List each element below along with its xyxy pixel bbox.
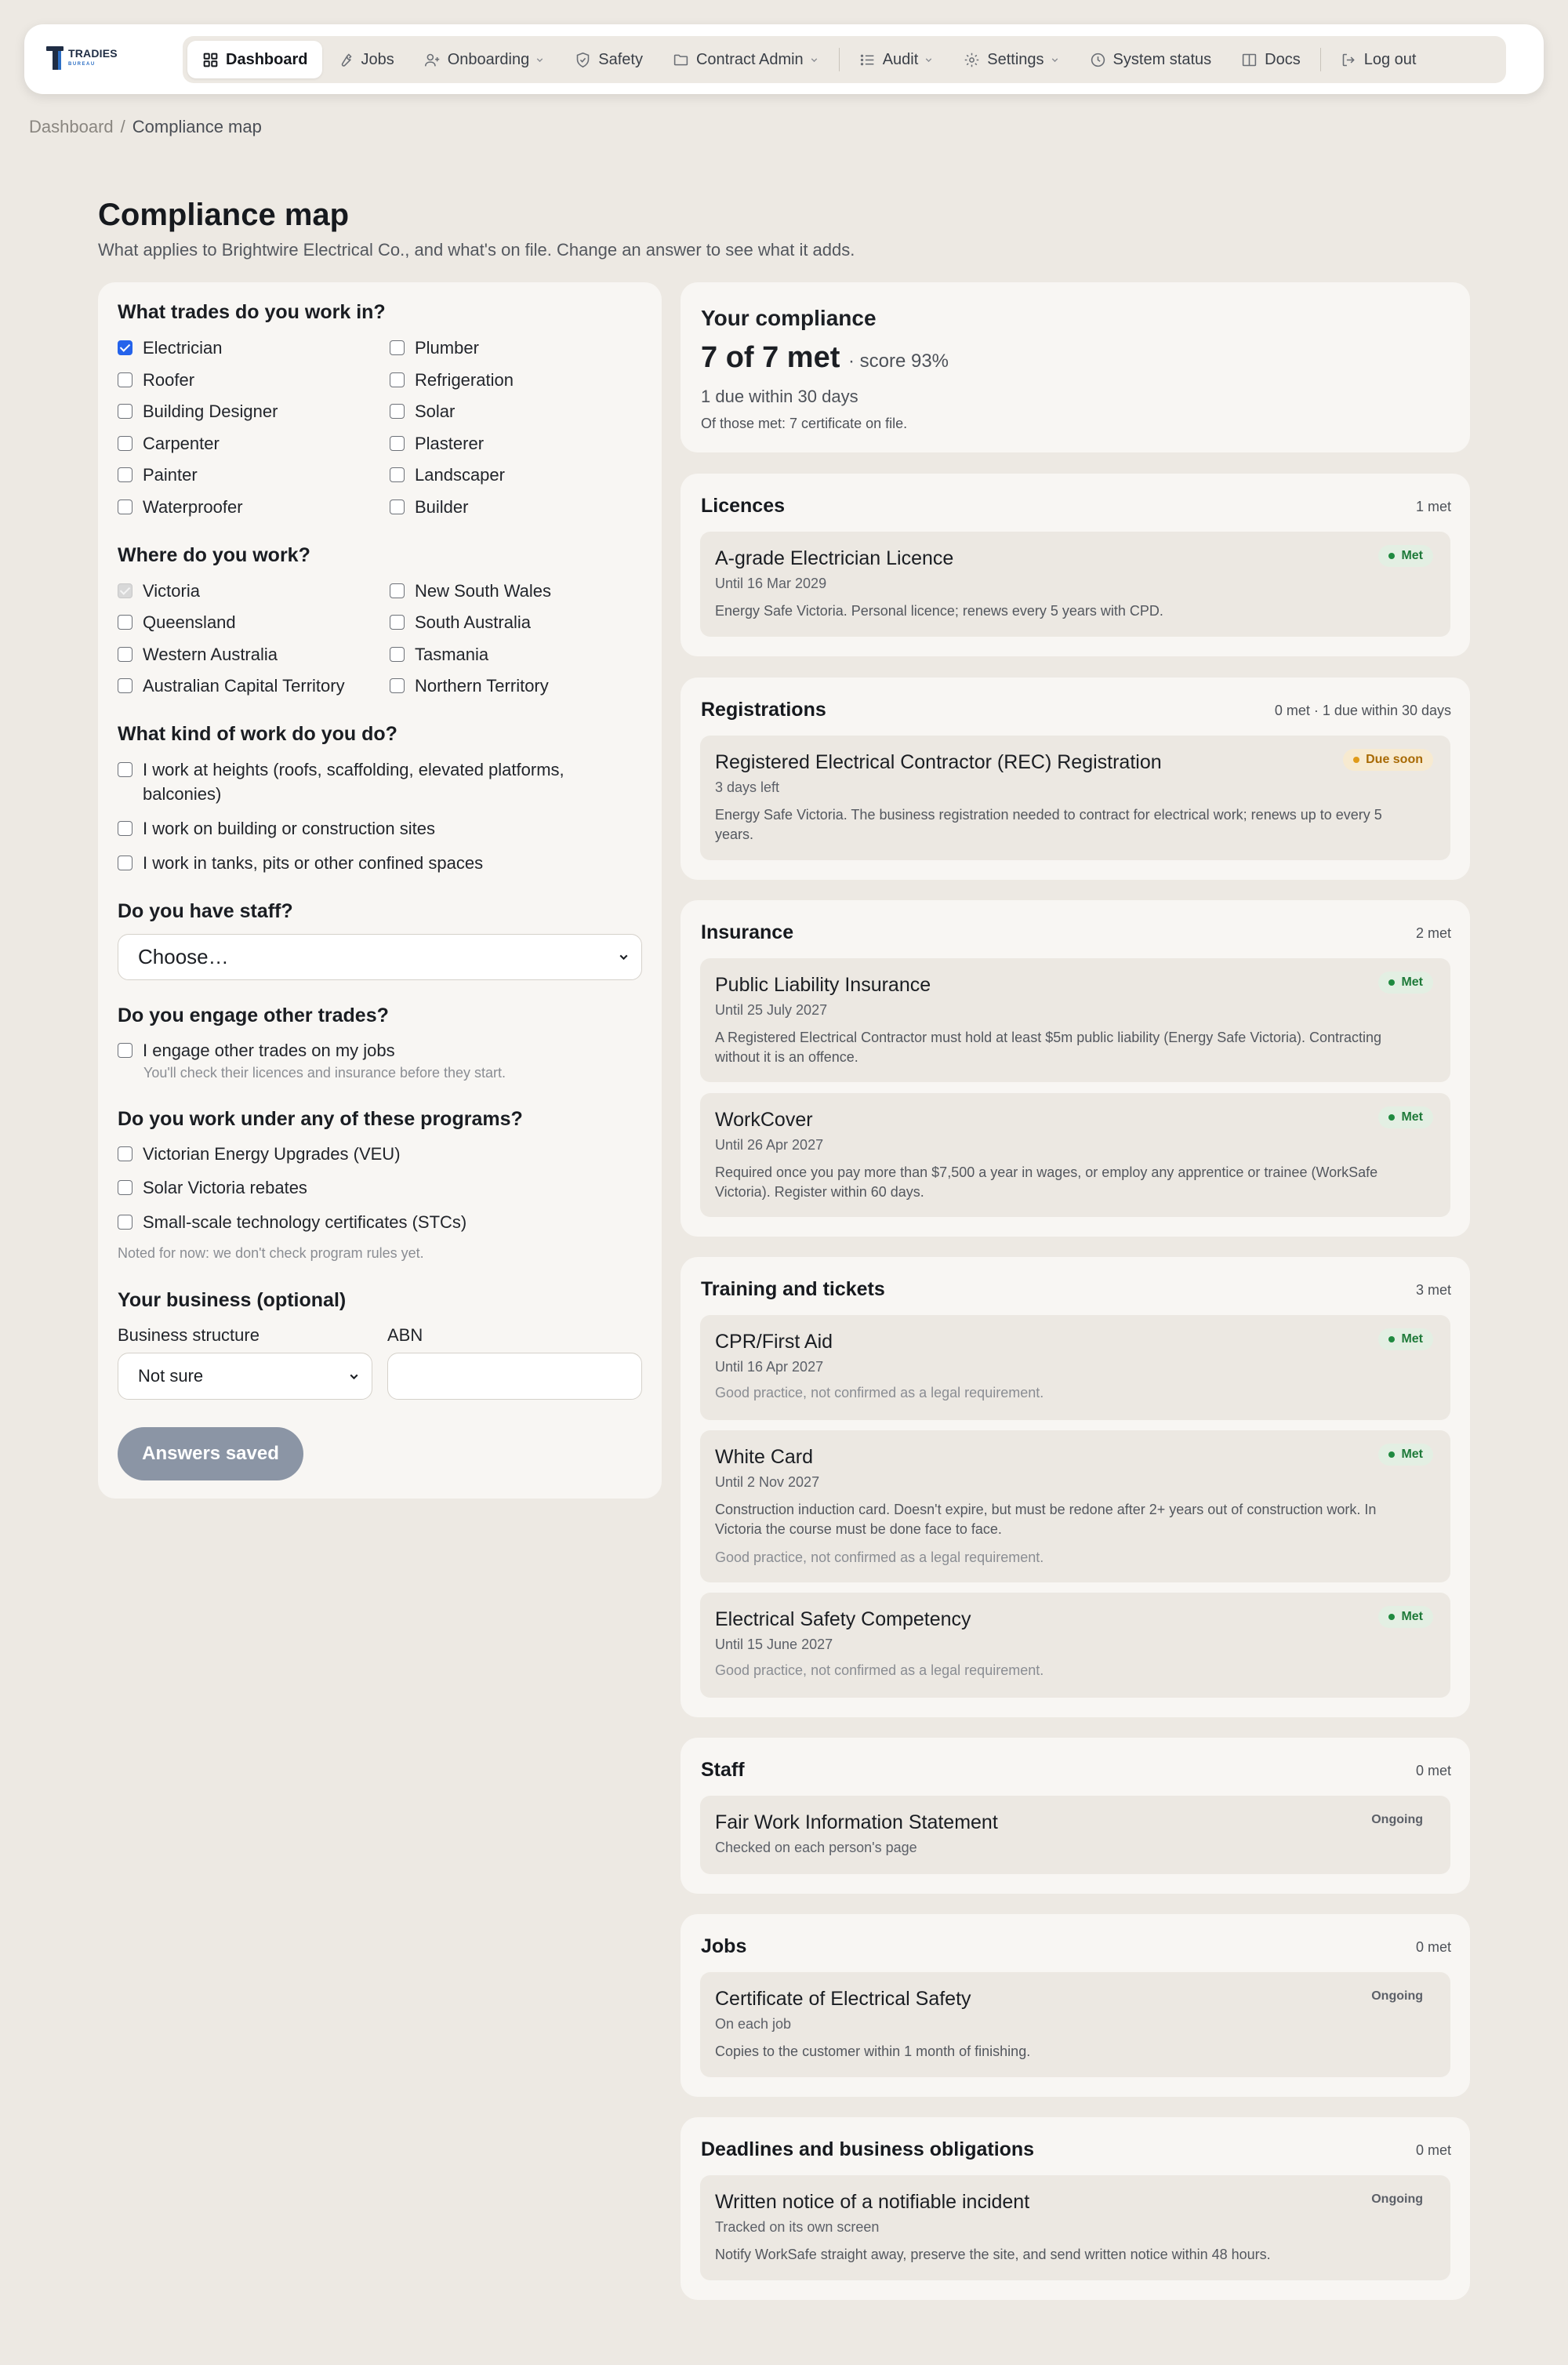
requirement-item[interactable] (700, 736, 1450, 860)
checkbox[interactable] (118, 467, 132, 482)
region-option[interactable] (118, 610, 236, 634)
requirement-date: On each job (715, 2016, 792, 2032)
requirement-name: Fair Work Information Statement (715, 1811, 998, 1833)
option-label: Painter (143, 465, 198, 485)
checkbox[interactable] (390, 436, 405, 451)
status-dot (1388, 553, 1395, 559)
requirement-item[interactable] (700, 532, 1450, 637)
checkbox[interactable] (118, 762, 132, 777)
requirement-date: Until 16 Mar 2029 (715, 576, 827, 591)
option-label: Small-scale technology certificates (STCs) (143, 1212, 467, 1232)
checkbox[interactable] (118, 1215, 132, 1230)
section-count: 1 met (1415, 499, 1451, 514)
trade-option[interactable] (390, 495, 468, 519)
requirement-name: A-grade Electrician Licence (715, 547, 954, 569)
nav-system-status[interactable] (1075, 41, 1227, 78)
logo-mark-icon (46, 46, 64, 70)
nav-contract-admin-label: Contract Admin (695, 50, 804, 68)
section-count: 0 met (1415, 1939, 1451, 1955)
nav-dashboard[interactable] (187, 41, 322, 78)
requirement-date: Checked on each person's page (715, 1840, 917, 1855)
regions-question: Where do you work? (118, 544, 310, 566)
option-label: Builder (415, 497, 469, 517)
option-label: I engage other trades on my jobs (143, 1041, 395, 1060)
region-option[interactable] (118, 674, 345, 698)
requirement-name: CPR/First Aid (715, 1331, 833, 1353)
option-label: Solar (415, 401, 456, 421)
requirement-name: Public Liability Insurance (715, 974, 931, 996)
section-count: 0 met (1415, 1763, 1451, 1778)
trade-option[interactable] (390, 399, 455, 423)
answers-form (98, 282, 662, 1499)
section-count: 2 met (1415, 925, 1451, 941)
region-option[interactable] (390, 579, 551, 603)
option-label: Carpenter (143, 434, 220, 453)
region-option[interactable] (118, 642, 278, 667)
status-dot (1388, 1451, 1395, 1458)
nav-docs-label: Docs (1265, 50, 1301, 68)
checkbox[interactable] (118, 1180, 132, 1195)
trade-option[interactable] (390, 368, 514, 392)
answers-saved-button[interactable]: Answers saved (118, 1427, 303, 1480)
requirement-date: 3 days left (715, 779, 780, 795)
status-badge (1378, 1328, 1433, 1350)
requirement-date: Until 16 Apr 2027 (715, 1359, 824, 1375)
brand-name: TRADIES (68, 47, 118, 60)
checkbox[interactable] (118, 821, 132, 836)
nav-dashboard-label: Dashboard (226, 50, 308, 68)
checkbox[interactable] (390, 404, 405, 419)
option-label: Solar Victoria rebates (143, 1178, 307, 1197)
chevron-down-icon (347, 1370, 361, 1383)
compliance-summary-card (681, 282, 1470, 452)
breadcrumb-separator: / (120, 117, 125, 136)
book-icon (1241, 52, 1258, 68)
nav-audit[interactable] (844, 41, 949, 78)
checkbox[interactable] (118, 647, 132, 662)
option-label: Queensland (143, 612, 236, 632)
trade-option[interactable] (118, 431, 220, 456)
trade-option[interactable] (118, 336, 222, 360)
option-label: Building Designer (143, 401, 278, 421)
requirement-date: Until 2 Nov 2027 (715, 1474, 820, 1490)
other-trades-question: Do you engage other trades? (118, 1004, 389, 1026)
chevron-down-icon (617, 950, 630, 964)
section-title: Registrations (701, 699, 826, 721)
business-structure-value: Not sure (138, 1366, 204, 1386)
requirement-description: A Registered Electrical Contractor must hold at least $5m public liability (Energy Safe Victoria). Contracting without it is an offence. (715, 1030, 1382, 1065)
nav-menu (183, 36, 1506, 83)
business-structure-label: Business structure (118, 1325, 260, 1345)
nav-divider (1320, 48, 1321, 71)
checkbox[interactable] (118, 615, 132, 630)
nav-divider (839, 48, 840, 71)
requirement-description: Energy Safe Victoria. The business registration needed to contract for electrical work; renews up to every 5 years. (715, 807, 1382, 842)
option-label: Tasmania (415, 645, 489, 664)
program-option[interactable] (118, 1142, 401, 1166)
chevron-down-icon (924, 55, 934, 65)
breadcrumb-current: Compliance map (132, 117, 262, 136)
status-dot (1388, 979, 1395, 986)
option-label: Waterproofer (143, 497, 243, 517)
option-label: New South Wales (415, 581, 552, 601)
trade-option[interactable] (390, 336, 479, 360)
checkbox[interactable] (118, 404, 132, 419)
status-badge (1378, 545, 1433, 567)
requirement-item[interactable] (700, 1315, 1450, 1420)
staff-select[interactable] (118, 934, 642, 980)
option-label: Landscaper (415, 465, 505, 485)
requirement-description: Copies to the customer within 1 month of finishing. (715, 2043, 1031, 2059)
section-staff (681, 1738, 1470, 1894)
option-label: Refrigeration (415, 370, 514, 390)
summary-due: 1 due within 30 days (701, 387, 858, 406)
summary-on-file: Of those met: 7 certificate on file. (701, 416, 908, 431)
status-label: Met (1401, 1448, 1423, 1461)
trade-option[interactable] (118, 463, 198, 487)
trade-option[interactable] (390, 431, 484, 456)
checkbox[interactable] (390, 678, 405, 693)
checkbox[interactable] (390, 467, 405, 482)
section-licences (681, 474, 1470, 656)
brand-sub: BUREAU (68, 62, 96, 67)
summary-count-value: 7 of 7 met (701, 341, 840, 374)
requirement-item[interactable] (700, 1430, 1450, 1582)
checkbox[interactable] (118, 1043, 132, 1058)
status-badge (1361, 1985, 1433, 2007)
abn-label: ABN (387, 1325, 423, 1345)
requirement-item[interactable] (700, 1972, 1450, 2077)
chevron-down-icon (809, 55, 819, 65)
business-question: Your business (optional) (118, 1289, 347, 1311)
brand-logo[interactable] (46, 45, 140, 76)
nav-settings-label: Settings (987, 50, 1044, 68)
requirement-name: Certificate of Electrical Safety (715, 1988, 971, 2010)
nav-contract-admin[interactable] (658, 41, 834, 78)
nav-logout-label: Log out (1363, 50, 1417, 68)
status-badge (1343, 749, 1433, 771)
requirement-name: White Card (715, 1446, 814, 1468)
option-label: Roofer (143, 370, 195, 390)
section-deadlines (681, 2117, 1470, 2300)
programs-note: Noted for now: we don't check program rules yet. (118, 1245, 424, 1261)
requirement-item[interactable] (700, 958, 1450, 1082)
nav-docs[interactable] (1226, 41, 1316, 78)
option-label: Electrician (143, 338, 223, 358)
option-label: Victoria (143, 581, 200, 601)
requirement-name: Electrical Safety Competency (715, 1608, 971, 1630)
status-badge (1378, 1106, 1433, 1128)
other-trades-option[interactable] (118, 1038, 395, 1063)
checkbox[interactable] (390, 615, 405, 630)
status-dot (1353, 757, 1359, 763)
requirement-item[interactable] (700, 1593, 1450, 1698)
folder-icon (673, 52, 689, 68)
page-subtitle: What applies to Brightwire Electrical Co., and what's on file. Change an answer to see what it adds. (98, 240, 855, 260)
status-dot (1388, 1114, 1395, 1121)
status-badge (1378, 1444, 1433, 1466)
status-label: Met (1401, 975, 1423, 989)
user-plus-icon (424, 52, 441, 68)
program-option[interactable] (118, 1175, 307, 1200)
requirement-description: Energy Safe Victoria. Personal licence; renews every 5 years with CPD. (715, 603, 1163, 619)
nav-logout[interactable] (1326, 41, 1432, 78)
section-count: 3 met (1415, 1282, 1451, 1298)
option-label: Australian Capital Territory (143, 676, 345, 696)
status-label: Met (1401, 1610, 1423, 1623)
checkbox[interactable] (390, 340, 405, 355)
section-count: 0 met · 1 due within 30 days (1274, 703, 1451, 718)
nav-settings[interactable] (949, 41, 1074, 78)
status-dot (1388, 1336, 1395, 1342)
staff-question: Do you have staff? (118, 900, 293, 922)
status-label: Met (1401, 1110, 1423, 1124)
breadcrumb (29, 117, 262, 137)
trades-question: What trades do you work in? (118, 301, 386, 323)
requirement-note: Good practice, not confirmed as a legal requirement. (715, 1662, 1044, 1678)
gear-icon (964, 52, 980, 68)
option-label: Plumber (415, 338, 479, 358)
requirement-date: Tracked on its own screen (715, 2219, 880, 2235)
requirement-date: Until 15 June 2027 (715, 1637, 833, 1652)
requirement-date: Until 26 Apr 2027 (715, 1137, 824, 1153)
checkbox[interactable] (118, 1146, 132, 1161)
chevron-down-icon (1050, 55, 1060, 65)
checkbox[interactable] (390, 647, 405, 662)
requirement-description: Construction induction card. Doesn't expire, but must be redone after 2+ years out of construction work. In Victoria the course must be done face to face. (715, 1502, 1377, 1537)
requirement-name: WorkCover (715, 1109, 813, 1131)
requirement-note: Good practice, not confirmed as a legal requirement. (715, 1385, 1044, 1400)
checkbox[interactable] (118, 500, 132, 514)
work-kind-question: What kind of work do you do? (118, 723, 397, 745)
business-structure-select[interactable] (118, 1353, 372, 1400)
summary-score: · score 93% (848, 351, 949, 372)
option-label: Victorian Energy Upgrades (VEU) (143, 1144, 401, 1164)
checkbox[interactable] (118, 678, 132, 693)
trade-option[interactable] (390, 463, 505, 487)
option-label: Plasterer (415, 434, 485, 453)
trade-option[interactable] (118, 495, 243, 519)
requirement-date: Until 25 July 2027 (715, 1002, 828, 1018)
trade-option[interactable] (118, 368, 194, 392)
trade-option[interactable] (118, 399, 278, 423)
status-badge (1378, 972, 1433, 994)
checkbox[interactable] (118, 436, 132, 451)
status-dot (1388, 1614, 1395, 1620)
section-insurance (681, 900, 1470, 1237)
status-label: Ongoing (1371, 1813, 1423, 1826)
region-option (118, 579, 200, 603)
section-title: Insurance (701, 921, 794, 943)
status-label: Ongoing (1371, 2192, 1423, 2206)
clock-icon (1090, 52, 1106, 68)
nav-onboarding[interactable] (409, 41, 561, 78)
work-kind-option[interactable] (118, 851, 483, 875)
status-label: Due soon (1366, 753, 1423, 766)
other-trades-hint: You'll check their licences and insurance before they start. (143, 1065, 506, 1081)
region-option[interactable] (390, 642, 488, 667)
nav-safety-label: Safety (598, 50, 643, 68)
section-title: Deadlines and business obligations (701, 2138, 1035, 2160)
requirement-item[interactable] (700, 1093, 1450, 1217)
section-title: Staff (701, 1759, 745, 1781)
section-jobs (681, 1914, 1470, 2097)
checkbox[interactable] (118, 340, 132, 355)
nav-system-status-label: System status (1112, 50, 1212, 68)
nav-onboarding-label: Onboarding (447, 50, 530, 68)
requirement-description: Notify WorkSafe straight away, preserve the site, and send written notice within 48 hours. (715, 2247, 1271, 2262)
requirement-note: Good practice, not confirmed as a legal requirement. (715, 1549, 1044, 1565)
region-option[interactable] (390, 610, 531, 634)
summary-title: Your compliance (701, 306, 877, 330)
status-label: Met (1401, 549, 1423, 562)
list-icon (859, 52, 876, 68)
wrench-icon (337, 52, 354, 68)
checkbox[interactable] (390, 372, 405, 387)
nav-audit-label: Audit (882, 50, 919, 68)
status-label: Met (1401, 1332, 1423, 1346)
option-label: Western Australia (143, 645, 278, 664)
staff-select-value: Choose… (138, 945, 229, 968)
option-label: I work at heights (roofs, scaffolding, elevated platforms, balconies) (143, 760, 564, 804)
region-option[interactable] (390, 674, 549, 698)
chevron-down-icon (535, 55, 545, 65)
option-label: Northern Territory (415, 676, 549, 696)
abn-input[interactable] (387, 1353, 642, 1400)
checkbox[interactable] (118, 856, 132, 870)
nav-jobs-label: Jobs (361, 50, 394, 68)
work-kind-option[interactable] (118, 816, 435, 841)
checkbox (118, 583, 132, 598)
section-count: 0 met (1415, 2142, 1451, 2158)
page-title: Compliance map (98, 198, 350, 232)
summary-count (701, 341, 949, 375)
checkbox[interactable] (390, 500, 405, 514)
work-kind-option[interactable] (118, 757, 588, 806)
section-training (681, 1257, 1470, 1717)
status-label: Ongoing (1371, 1989, 1423, 2003)
option-label: I work in tanks, pits or other confined spaces (143, 853, 484, 873)
requirement-item[interactable] (700, 1796, 1450, 1874)
requirement-description: Required once you pay more than $7,500 a year in wages, or employ any apprentice or trainee (WorkSafe Victoria). Register within 60 days. (715, 1164, 1378, 1200)
logout-icon (1341, 52, 1357, 68)
breadcrumb-link-dashboard[interactable]: Dashboard (29, 117, 114, 136)
option-label: South Australia (415, 612, 531, 632)
nav-safety[interactable] (560, 41, 658, 78)
status-badge (1378, 1606, 1433, 1628)
program-option[interactable] (118, 1210, 466, 1234)
section-title: Jobs (701, 1935, 747, 1957)
requirement-item[interactable] (700, 2175, 1450, 2280)
dashboard-icon (202, 52, 219, 68)
status-badge (1361, 2189, 1433, 2211)
section-title: Licences (701, 495, 786, 517)
programs-question: Do you work under any of these programs? (118, 1108, 523, 1130)
shield-icon (575, 52, 591, 68)
nav-jobs[interactable] (322, 41, 408, 78)
section-title: Training and tickets (701, 1278, 885, 1300)
requirement-name: Written notice of a notifiable incident (715, 2191, 1030, 2213)
checkbox[interactable] (390, 583, 405, 598)
status-badge (1361, 1809, 1433, 1831)
top-nav (24, 24, 1544, 94)
requirement-name: Registered Electrical Contractor (REC) Registration (715, 751, 1162, 773)
checkbox[interactable] (118, 372, 132, 387)
option-label: I work on building or construction sites (143, 819, 435, 838)
section-registrations (681, 678, 1470, 880)
